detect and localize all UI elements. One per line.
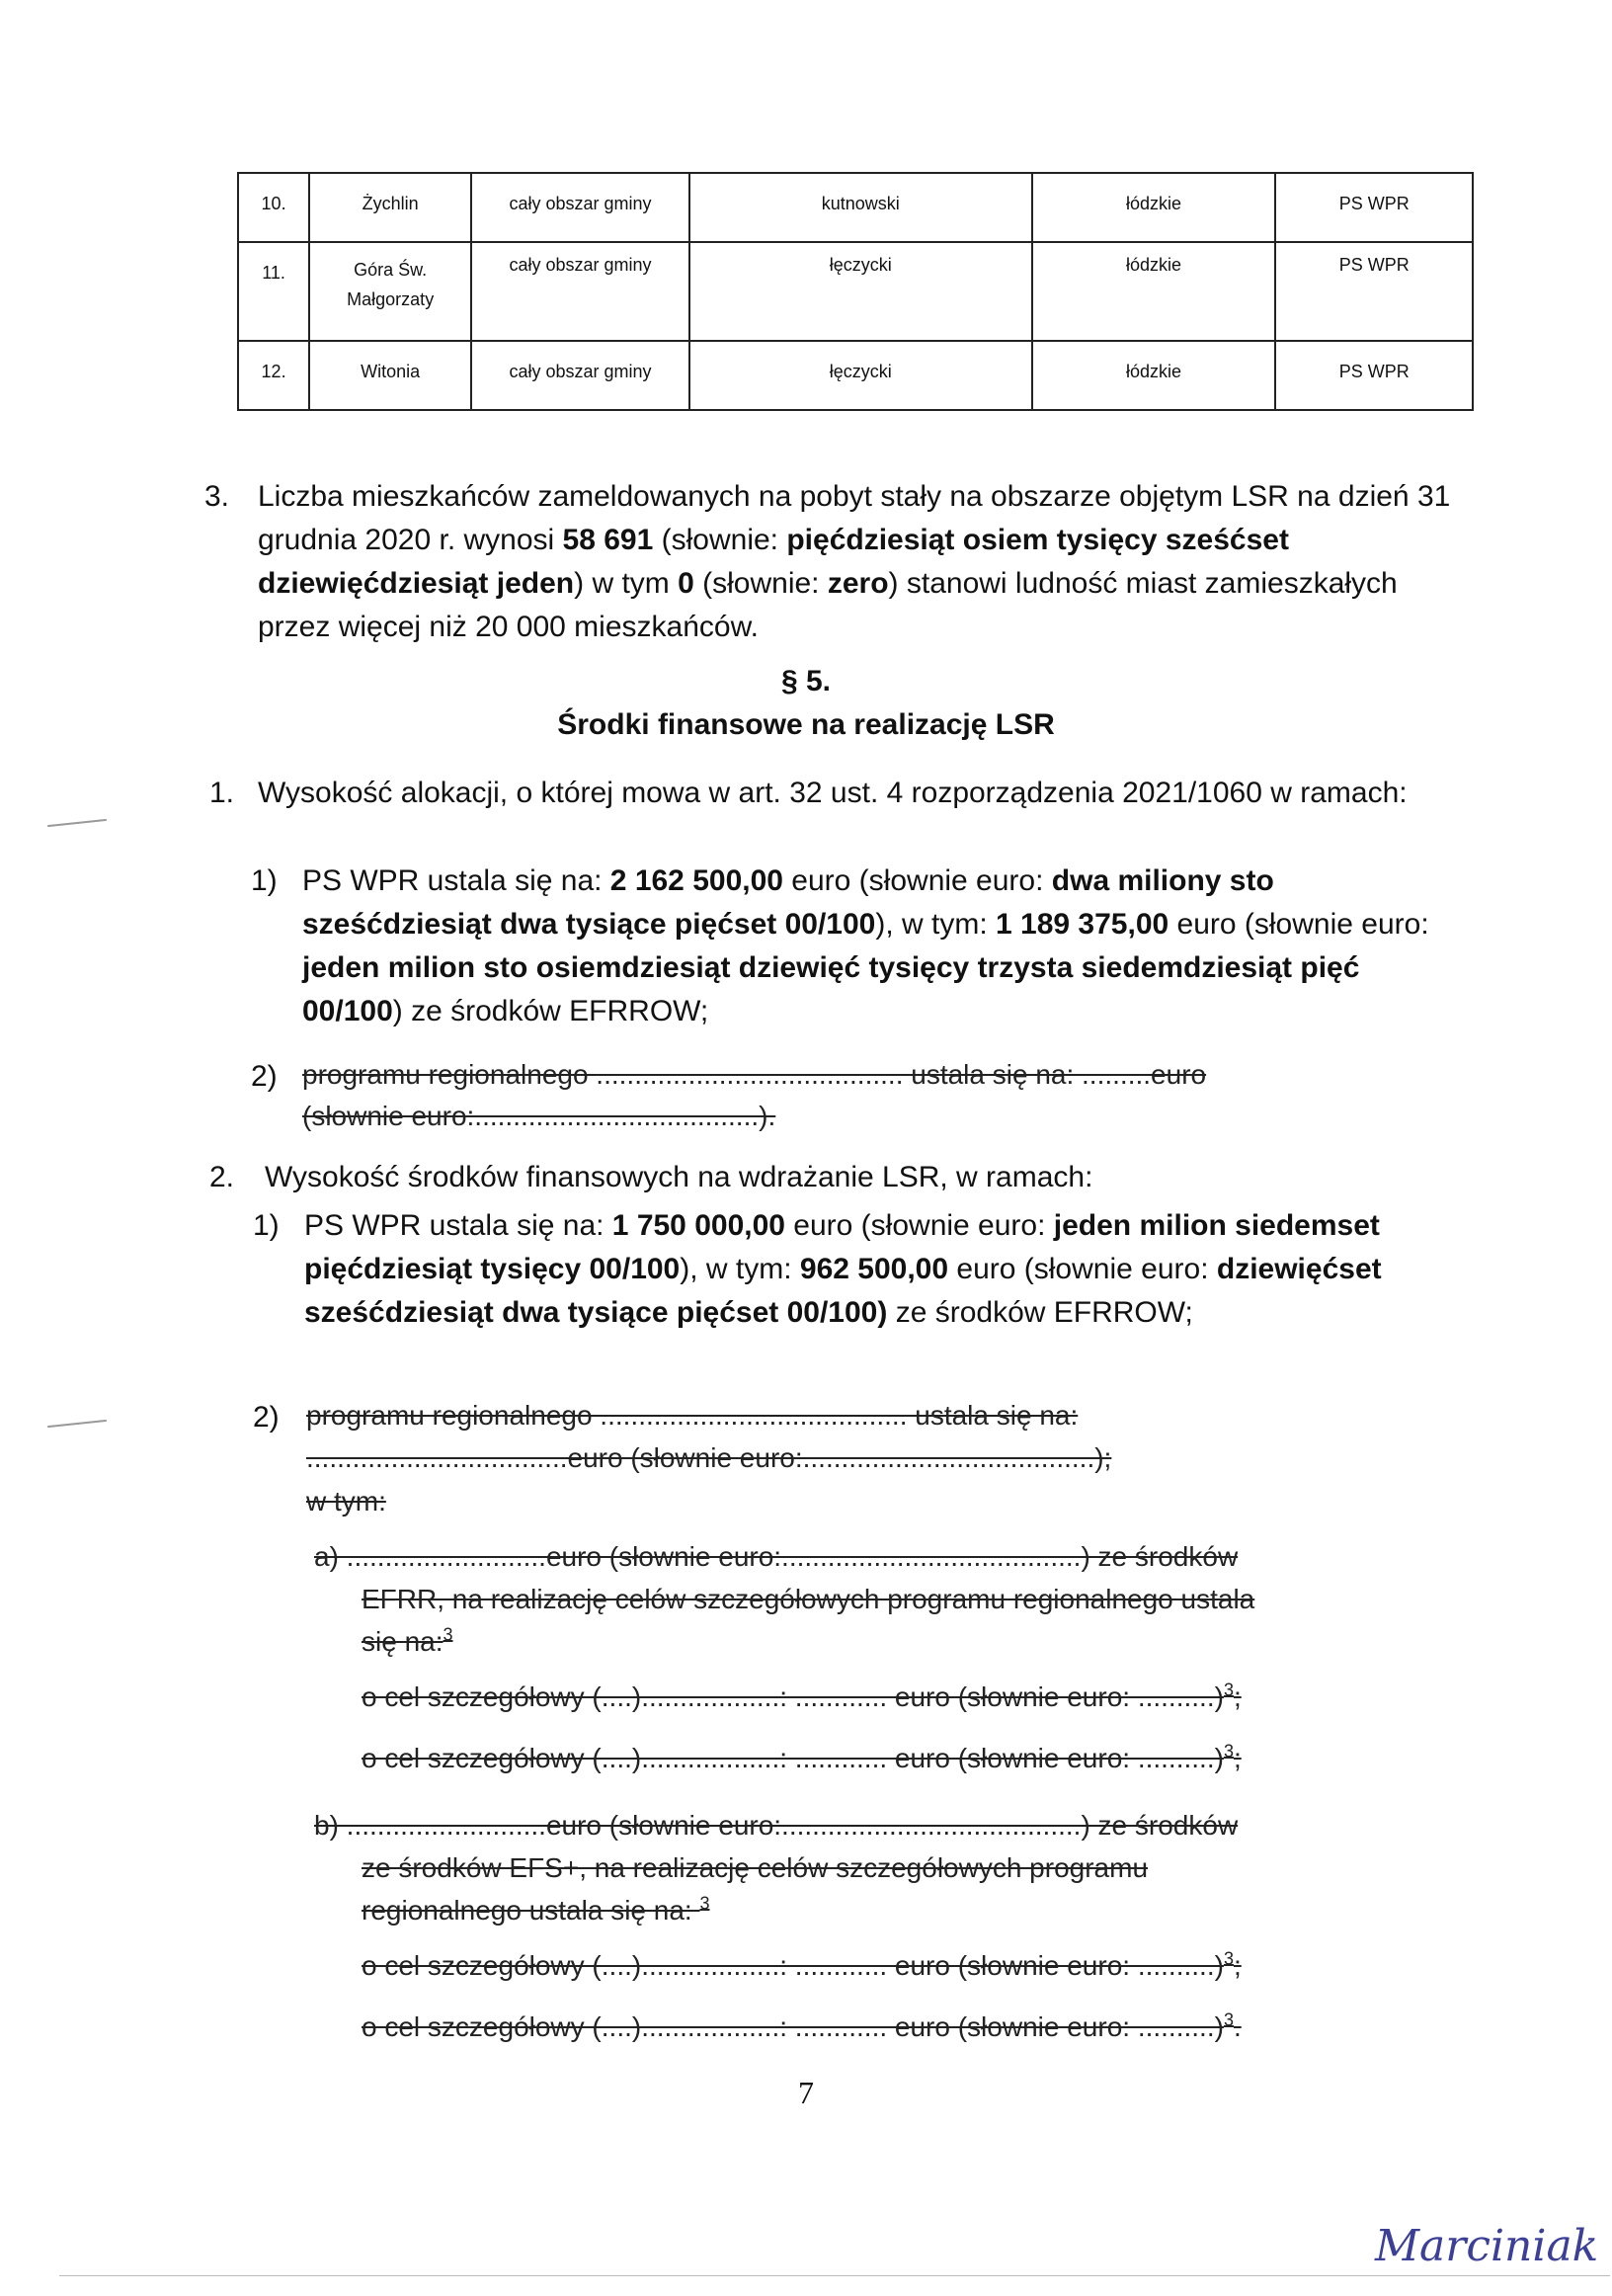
struck-regional-line: programu regionalnego ........................................ ustala się na: <box>306 1400 1079 1431</box>
table-row <box>238 341 1473 410</box>
paragraph-number: 1. <box>209 777 235 809</box>
cell-nr: 12. <box>238 341 309 410</box>
implementation-intro: Wysokość środków finansowych na wdrażanie LSR, w ramach: <box>265 1161 1093 1193</box>
allocation-ps-wpr: PS WPR ustala się na: 2 162 500,00 euro (słownie euro: dwa miliony sto sześćdziesiąt dwa tysiące pięćset 00/100), w tym: 1 189 375,00 euro (słownie euro: jeden milion sto osiemdziesiąt dziewięć tysięcy trzysta siedemdziesiąt pięć 00/100) ze środków EFRROW; <box>302 864 1429 1027</box>
struck-regional-line: (słownie euro:.....................................). <box>302 1101 776 1131</box>
cell-nr: 10. <box>238 173 309 242</box>
communes-table <box>237 172 1474 411</box>
allocation-intro: Wysokość alokacji, o której mowa w art. 32 ust. 4 rozporządzenia 2021/1060 w ramach: <box>258 777 1408 809</box>
struck-sub-a: się na:$^3$ <box>362 1624 453 1657</box>
margin-mark <box>47 819 107 827</box>
cell-fundusz: PS WPR <box>1275 242 1473 341</box>
struck-sub-b: regionalnego ustala się na: $^3$ <box>362 1893 710 1926</box>
cell-wojewodztwo: łódzkie <box>1032 242 1276 341</box>
scan-edge-line <box>59 2275 1610 2276</box>
item-number: 1) <box>251 864 278 897</box>
implementation-ps-wpr: PS WPR ustala się na: 1 750 000,00 euro (słownie euro: jeden milion siedemset pięćdziesiąt tysięcy 00/100), w tym: 962 500,00 euro (słownie euro: dziewięćset sześćdziesiąt dwa tysiące pięćset 00/100) ze środków EFRROW; <box>304 1209 1382 1329</box>
cell-gmina: Witonia <box>309 341 471 410</box>
signature: Marciniak <box>1375 2221 1599 2271</box>
cell-powiat: łęczycki <box>689 341 1032 410</box>
cell-obszar: cały obszar gminy <box>471 173 689 242</box>
table-row <box>238 242 1473 341</box>
section-number: § 5. <box>780 665 832 697</box>
paragraph-residents: Liczba mieszkańców zameldowanych na pobyt stały na obszarze objętym LSR na dzień 31 grudnia 2020 r. wynosi 58 691 (słownie: pięćdziesiąt osiem tysięcy sześćset dziewięćdziesiąt jeden) w tym 0 (słownie: zero) stanowi ludność miast zamieszkałych przez więcej niż 20 000 mieszkańców. <box>258 480 1451 643</box>
struck-sub-a: EFRR, na realizację celów szczegółowych programu regionalnego ustala <box>362 1584 1255 1614</box>
struck-goal-line: o cel szczegółowy (....)..................: ............ euro (słownie euro: ..........)$^3$; <box>362 1948 1242 1981</box>
page-number: 7 <box>798 2075 814 2110</box>
struck-goal-line: o cel szczegółowy (....)..................: ............ euro (słownie euro: ..........)$^3$. <box>362 2009 1242 2042</box>
struck-goal-line: o cel szczegółowy (....)..................: ............ euro (słownie euro: ..........)$^3$; <box>362 1680 1242 1712</box>
struck-regional-line: ..................................euro (słownie euro:......................................); <box>306 1442 1112 1473</box>
struck-regional-line: w tym: <box>306 1486 386 1517</box>
cell-fundusz: PS WPR <box>1275 341 1473 410</box>
struck-goal-line: o cel szczegółowy (....)..................: ............ euro (słownie euro: ..........)$^3$; <box>362 1741 1242 1773</box>
item-number: 1) <box>253 1209 280 1242</box>
struck-sub-b: b) ..........................euro (słownie euro:.......................................) ze środków <box>314 1810 1239 1841</box>
item-number: 2) <box>253 1401 280 1434</box>
struck-sub-b: ze środków EFS+, na realizację celów szczegółowych programu <box>362 1852 1149 1883</box>
paragraph-number: 2. <box>209 1161 235 1193</box>
cell-gmina: Żychlin <box>309 173 471 242</box>
struck-regional-line: programu regionalnego ........................................ ustala się na: .........euro <box>302 1059 1207 1090</box>
margin-mark <box>47 1420 107 1428</box>
cell-wojewodztwo: łódzkie <box>1032 173 1276 242</box>
cell-obszar: cały obszar gminy <box>471 242 689 341</box>
cell-powiat: łęczycki <box>689 242 1032 341</box>
item-number: 2) <box>251 1060 278 1093</box>
cell-powiat: kutnowski <box>689 173 1032 242</box>
cell-wojewodztwo: łódzkie <box>1032 341 1276 410</box>
cell-gmina: Góra Św. Małgorzaty <box>309 242 471 341</box>
table-row <box>238 173 1473 242</box>
section-title: Środki finansowe na realizację LSR <box>557 708 1055 741</box>
paragraph-number: 3. <box>204 480 230 513</box>
cell-obszar: cały obszar gminy <box>471 341 689 410</box>
cell-fundusz: PS WPR <box>1275 173 1473 242</box>
cell-nr: 11. <box>238 242 309 341</box>
struck-sub-a: a) ..........................euro (słownie euro:.......................................) ze środków <box>314 1541 1239 1572</box>
